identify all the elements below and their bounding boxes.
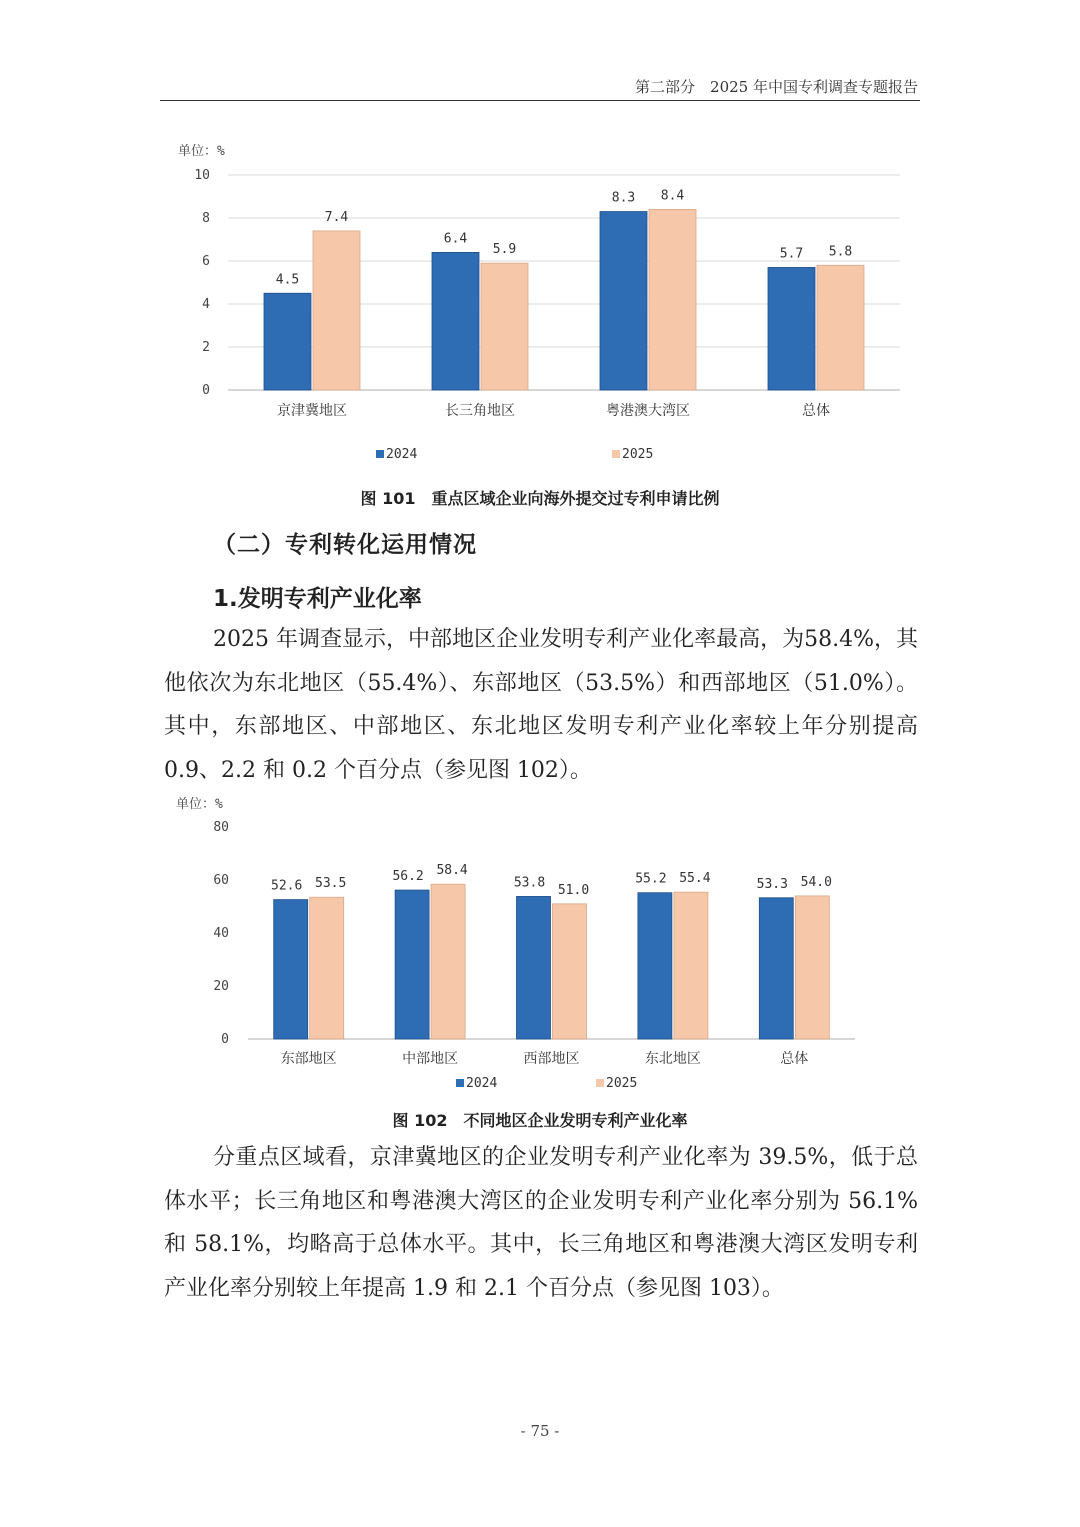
fig102-bar-2024: [274, 900, 308, 1039]
fig101-data-label: 8.4: [660, 188, 685, 204]
fig102-y-tick-label: 40: [213, 926, 229, 941]
fig102-data-label: 56.2: [392, 869, 424, 885]
fig101-y-tick-label: 4: [202, 297, 210, 312]
fig101-y-tick-label: 6: [202, 254, 210, 269]
fig101-data-label: 6.4: [443, 231, 468, 247]
fig102-data-label: 55.2: [635, 871, 667, 887]
fig101-category-label: 粤港澳大湾区: [606, 403, 690, 419]
paragraph-1: 2025 年调查显示，中部地区企业发明专利产业化率最高，为58.4%，其他依次为东北地区（55.4%）、东部地区（53.5%）和西部地区（51.0%）。其中，东部地区、中部地区、东北地区发明专利产业化率较上年分别提高 0.9、2.2 和 0.2 个百分点（参见图 102）。: [164, 627, 918, 783]
fig102-bar-2025: [674, 892, 708, 1039]
fig101-y-tick-label: 2: [202, 340, 210, 355]
fig102-category-label: 总体: [780, 1051, 809, 1067]
fig102-data-label: 52.6: [271, 878, 303, 894]
fig102-legend-label: 2024: [466, 1076, 498, 1091]
fig102-data-label: 53.5: [315, 876, 347, 892]
fig102-data-label: 53.3: [756, 876, 788, 892]
fig101-y-tick-label: 10: [194, 168, 210, 183]
fig102-y-tick-label: 20: [213, 979, 229, 994]
fig102-bar-2025: [553, 904, 587, 1039]
fig102-bar-2025: [310, 897, 344, 1039]
fig102-category-label: 西部地区: [523, 1051, 580, 1067]
fig101-y-tick-label: 0: [202, 383, 210, 398]
fig101-data-label: 5.9: [492, 242, 517, 258]
fig101-data-label: 4.5: [275, 272, 300, 288]
fig101-unit-label: 单位：%: [178, 144, 225, 159]
paragraph-2: 分重点区域看，京津冀地区的企业发明专利产业化率为 39.5%，低于总体水平；长三角地区和粤港澳大湾区的企业发明专利产业化率分别为 56.1%和 58.1%，均略高于总体水平。其中，长三角地区和粤港澳大湾区发明专利产业化率分别较上年提高 1.9 和 2.1 个百分点（参见图 103）。: [164, 1145, 918, 1301]
fig101-category-label: 京津冀地区: [277, 403, 347, 419]
fig101-data-label: 5.8: [828, 244, 853, 260]
fig101-data-label: 5.7: [779, 246, 804, 262]
fig102-unit-label: 单位：%: [176, 797, 223, 812]
fig102-bar-2025: [431, 884, 465, 1039]
fig101-legend-label: 2025: [622, 447, 654, 462]
fig102-bar-2024: [395, 890, 429, 1039]
fig101-data-label: 8.3: [611, 190, 636, 206]
header-title: 第二部分 2025 年中国专利调查专题报告: [635, 78, 918, 96]
fig101-data-label: 7.4: [324, 209, 349, 225]
fig102-category-label: 中部地区: [402, 1051, 459, 1067]
fig102-legend-swatch: [596, 1079, 604, 1087]
fig102-y-tick-label: 0: [221, 1032, 229, 1047]
fig102-bar-2025: [795, 896, 829, 1039]
figure-101-caption: 图 101 重点区域企业向海外提交过专利申请比例: [360, 489, 720, 508]
fig102-data-label: 54.0: [800, 874, 832, 890]
fig102-bar-2024: [517, 896, 551, 1039]
fig101-legend-label: 2024: [386, 447, 418, 462]
fig102-category-label: 东北地区: [644, 1051, 701, 1067]
fig101-category-label: 总体: [802, 403, 830, 419]
fig102-y-tick-label: 80: [213, 820, 229, 835]
fig102-data-label: 53.8: [513, 875, 546, 891]
fig101-category-label: 长三角地区: [445, 403, 515, 419]
fig102-data-label: 55.4: [679, 871, 711, 887]
fig102-bar-2024: [638, 893, 672, 1039]
fig102-legend-label: 2025: [606, 1076, 638, 1091]
fig102-data-label: 51.0: [557, 882, 590, 898]
fig102-bar-2024: [759, 898, 793, 1039]
fig102-category-label: 东部地区: [280, 1051, 337, 1067]
subsection-heading: 1.发明专利产业化率: [213, 586, 422, 612]
fig101-y-tick-label: 8: [202, 211, 210, 226]
fig102-data-label: 58.4: [436, 863, 468, 879]
page-number: - 75 -: [520, 1422, 560, 1440]
section-heading: （二）专利转化运用情况: [213, 531, 477, 558]
figure-102-caption: 图 102 不同地区企业发明专利产业化率: [392, 1111, 688, 1130]
fig102-legend-swatch: [456, 1079, 464, 1087]
fig102-y-tick-label: 60: [213, 873, 229, 888]
